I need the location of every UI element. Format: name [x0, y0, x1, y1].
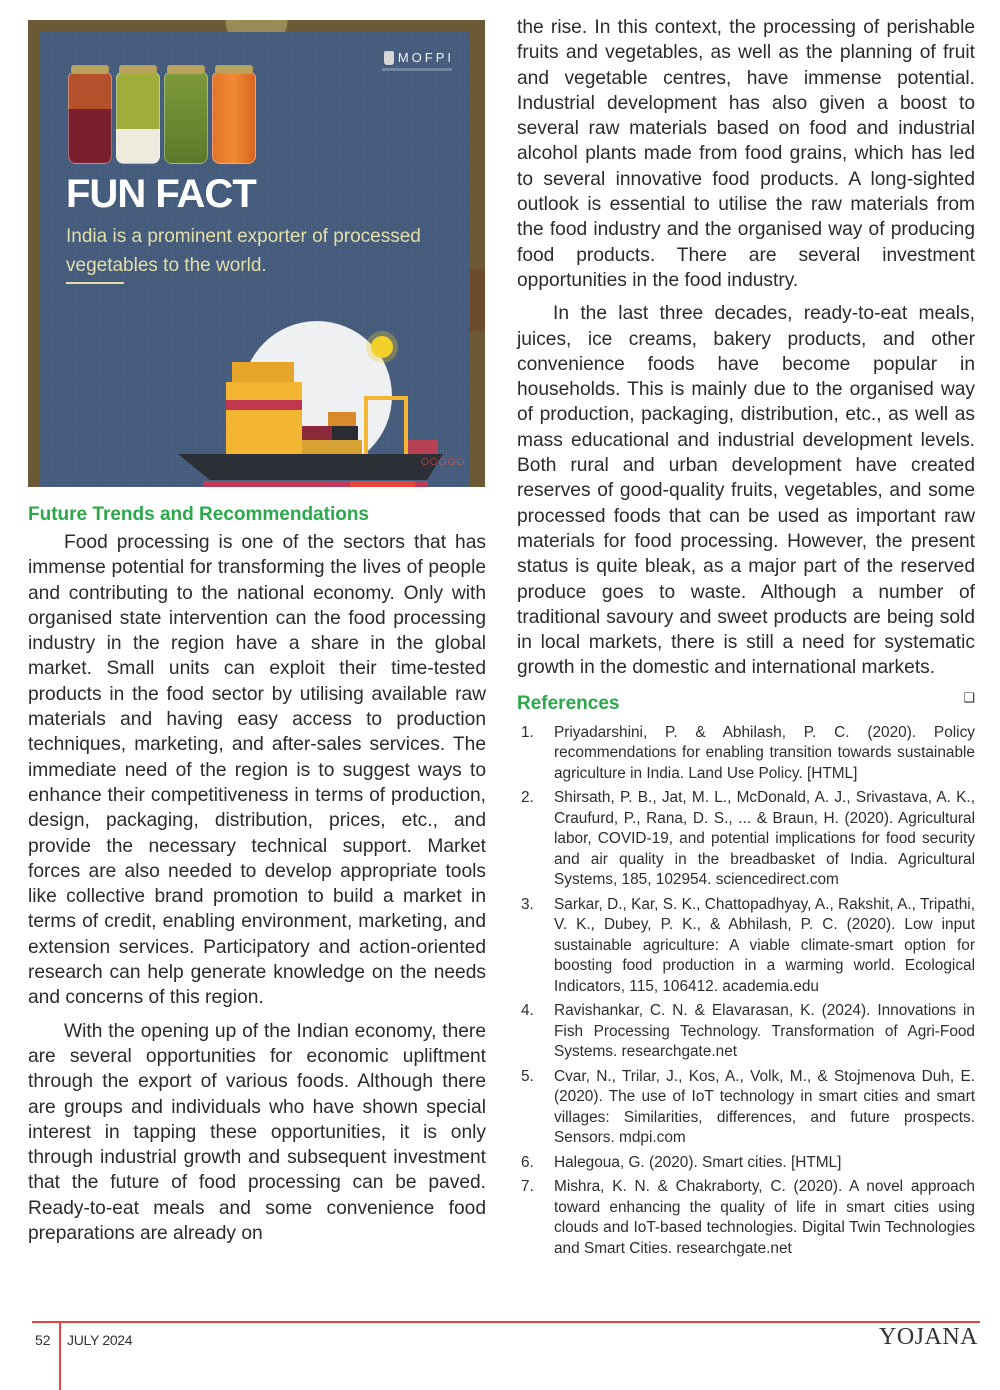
poster-title: FUN FACT [66, 172, 256, 216]
reference-number: 6. [521, 1153, 534, 1171]
reference-item [517, 1067, 975, 1149]
container-icon [302, 440, 362, 454]
container-icon [302, 426, 332, 440]
poster-underline [66, 282, 124, 284]
jar-icon [116, 72, 160, 164]
reference-text: Cvar, N., Trilar, J., Kos, A., Volk, M., & Stojmenova Duh, E. (2020). The use of IoT technology in smart cities and smart villages: Similarities, differences, and future prospects. Sensors. mdpi.com [554, 1067, 975, 1147]
reference-item [517, 895, 975, 998]
body-paragraph: Food processing is one of the sectors that has immense potential for transforming the lives of people and contributing to the national economy. Only with organised state intervention can the food processing industry in the region have a share in the global market. Small units can exploit their time-tested products in the food sector by utilising available raw materials and having easy access to production techniques, marketing, and after-sales services. The immediate need of the region is to suggest ways to enhance their competitiveness in terms of production, design, packaging, distribution, prices, etc., and provide the necessary technical support. Market forces are also needed to develop appropriate tools like collective brand promotion to build a market in terms of credit, enabling environment, marketing, and extension services. Participatory and action-oriented research can help generate knowledge on the needs and concerns of this region. [28, 532, 486, 1009]
reference-number: 4. [521, 1002, 534, 1020]
reference-item [517, 1153, 975, 1174]
pickle-jars-illustration [68, 72, 256, 164]
right-column [517, 15, 975, 1263]
footer-rule [32, 1321, 980, 1323]
logo-subtitle [382, 68, 452, 71]
portholes-icon: ○○○○○ [421, 457, 466, 467]
reference-text: Halegoua, G. (2020). Smart cities. [HTML] [554, 1153, 842, 1171]
reference-number: 1. [521, 723, 534, 741]
ship-stripe [226, 400, 302, 410]
section-heading: Future Trends and Recommendations [28, 504, 369, 525]
magazine-brand: YOJANA [879, 1324, 978, 1350]
container-icon [408, 440, 438, 454]
footer-divider [59, 1321, 61, 1390]
reference-number: 3. [521, 895, 534, 913]
national-emblem-icon [384, 51, 394, 65]
reference-text: Shirsath, P. B., Jat, M. L., McDonald, A. J., Srivastava, A. K., Craufurd, P., Rana, D. S., ... & Braun, H. (2020). Agricultural labor, COVID-19, and potential implications for food security and air quality in the breadbasket of India. Agricultural Systems, 185, 102954. sciencedirect.com [554, 789, 975, 889]
end-of-article-icon: ❑ [963, 689, 975, 705]
body-paragraph: With the opening up of the Indian economy, there are several opportunities for economic upliftment through the export of various foods. Although there are groups and individuals who have shown special interest in tapping these opportunities, it is only through industrial growth and subsequent investment that the future of food processing can be paved. Ready-to-eat meals and some convenience food preparations are already on [28, 1020, 486, 1245]
jar-icon [68, 72, 112, 164]
container-icon [332, 426, 358, 440]
body-paragraph: the rise. In this context, the processing of perishable fruits and vegetables, as well as the planning of fruit and vegetable centres, have immense potential. Industrial development has also given a boost to several raw materials based on food and industrial alcohol plants made from food grains, which has led to several innovative food products. A long-sighted outlook is essential to utilise the raw materials from the food industry and the organised way of producing food products. There are several investment opportunities in the food industry. [517, 17, 975, 291]
ship-hull [178, 454, 443, 480]
paragraph-text: In the last three decades, ready-to-eat meals, juices, ice creams, bakery products, and other convenience foods have become popular in households. This is mainly due to the organised way of production, packaging, distribution, etc., as well as mass educational and industrial development levels. Both rural and urban development have created reserves of good-quality fruits, vegetables, and some processed foods that can be used as important raw materials for food processing. However, the present status is quite bleak, as a major part of the reserved produce goes to waste. Although a number of traditional savoury and sweet products are being sold in local markets, there is still a need for systematic growth in the domestic and international markets. [517, 303, 975, 679]
page-number: 52 [35, 1332, 51, 1348]
reference-item [517, 723, 975, 785]
reference-text: Mishra, K. N. & Chakraborty, C. (2020). A novel approach toward enhancing the quality of life in smart cities using clouds and IoT-based technologies. Digital Twin Technologies and Smart Cities. researchgate.net [554, 1178, 975, 1257]
reference-text: Sarkar, D., Kar, S. K., Chattopadhyay, A., Rakshit, A., Tripathi, V. K., Dubey, P. K., & Abhilash, P. C. (2020). Low input sustainable agriculture: A viable climate-smart option for boosting food production in a warming world. Ecological Indicators, 115, 106412. academia.edu [554, 895, 975, 995]
sun-icon [371, 336, 393, 358]
reference-item [517, 1001, 975, 1063]
reference-number: 7. [521, 1178, 534, 1196]
mofpi-logo [384, 50, 454, 65]
jar-icon [212, 72, 256, 164]
crane-illustration [364, 396, 408, 454]
jar-icon [164, 72, 208, 164]
ship-keel-accent [350, 481, 415, 487]
reference-item [517, 788, 975, 891]
reference-text: Priyadarshini, P. & Abhilash, P. C. (2020). Policy recommendations for enabling transition towards sustainable agriculture in India. Land Use Policy. [HTML] [554, 723, 975, 782]
issue-date: JULY 2024 [67, 1332, 133, 1348]
logo-text: MOFPI [397, 50, 454, 65]
ship-tower [226, 382, 302, 454]
left-column [28, 500, 486, 1246]
references-heading: References [517, 692, 620, 714]
references-list [517, 723, 975, 1260]
fun-fact-poster [28, 20, 485, 487]
reference-text: Ravishankar, C. N. & Elavarasan, K. (2024). Innovations in Fish Processing Technology. Transformation of Agri-Food Systems. researchgate.net [554, 1002, 975, 1061]
reference-number: 5. [521, 1067, 534, 1085]
ship-bridge [232, 362, 294, 382]
container-icon [328, 412, 356, 426]
poster-fact: India is a prominent exporter of processed vegetables to the world. [66, 226, 421, 276]
reference-number: 2. [521, 789, 534, 807]
reference-item [517, 1177, 975, 1259]
